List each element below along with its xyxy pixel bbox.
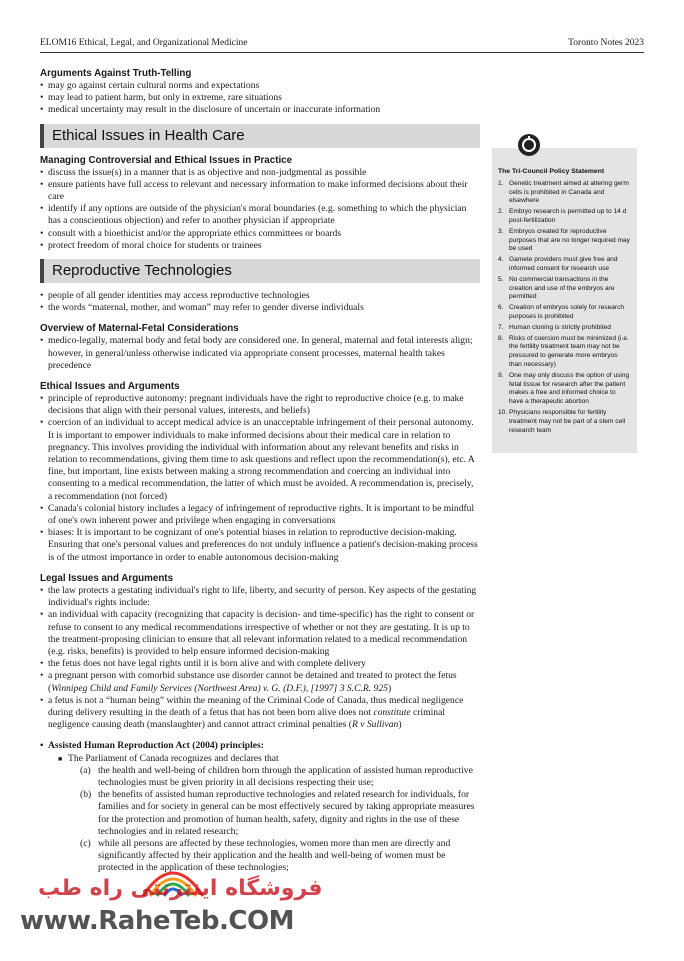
list-item: • may go against certain cultural norms and expectations	[40, 80, 480, 92]
sidebar-item: 5. No commercial transactions in the creation and use of the embryos are permitted	[498, 276, 631, 302]
sidebar-item: 9. One may only discuss the option of using fetal tissue for research after the patient makes a free and informed choice to have a therapeutic abortion	[498, 372, 631, 407]
sidebar-item: 8. Risks of coercion must be minimized (i.e. the fertility treatment team may not be pressured to generate more embryos than necessary)	[498, 335, 631, 370]
running-header	[40, 38, 644, 48]
ethical-args-heading: Ethical Issues and Arguments	[40, 381, 180, 393]
sidebar-item: 3. Embryos created for reproductive purposes that are no longer required may be used	[498, 228, 631, 254]
managing-heading: Managing Controversial and Ethical Issues in Practice	[40, 154, 293, 166]
ahra-clause	[40, 765, 480, 789]
list-item: • protect freedom of moral choice for students or trainees	[40, 240, 480, 252]
list-item: • an individual with capacity (recognizing that capacity is decision- and time-specific) has the right to consent or refuse to consent to any medical recommendations irrespective of whether or not they are gestating. It is up to the treatment-proposing clinician to ensure that all relevant information related to a medical recommendation (e.g. risks, benefits) is provided to help ensure informed decision-making	[40, 609, 480, 658]
list-item: • consult with a bioethicist and/or the appropriate ethics committees or boards	[40, 228, 480, 240]
header-course: ELOM16 Ethical, Legal, and Organizational Medicine	[40, 38, 248, 48]
section-heading-ethical: Ethical Issues in Health Care	[40, 124, 480, 148]
clause-text: the benefits of assisted human reproductive technologies and related research for individuals, for families and for society in general can be most effectively secured by taking appropriate measures for the protection and promotion of human health, safety, dignity and rights in the use of these technologies and in related research;	[98, 789, 475, 837]
list-item: • coercion of an individual to accept medical advice is an unacceptable infringement of their personal autonomy. It is important to empower individuals to make informed decisions about their medical care in relation to pregnancy. This involves providing the individual with information about any relevant benefits and risks in relation to recommendations, giving them time to ask questions and reflect upon the recommendation(s), etc. A fine, but important, line exists between making a strong recommendation and coercing an individual into consenting to a medical recommendation, the latter of which must be avoided. A recommendation is, precisely, a recommendation (not forced)	[40, 417, 480, 502]
ahra-clause	[40, 789, 480, 838]
main-column	[40, 68, 480, 875]
list-item: • identify if any options are outside of the physician's moral boundaries (e.g. something to which the physician has a conscientious objection) and refer to another physician if appropriate	[40, 203, 480, 227]
clause-label: (a)	[80, 764, 91, 776]
emphasis: constitute	[373, 706, 411, 718]
list-item	[40, 695, 480, 732]
item-text: criminal negligence causing death (manslaughter) and cannot attract criminal penalties (	[48, 706, 445, 731]
watermark-url: www.RaheTeb.COM	[20, 906, 294, 936]
item-text: a pregnant person with comorbid substance use disorder cannot be detained and treated to protect the fetus (	[48, 670, 457, 694]
header-edition: Toronto Notes 2023	[568, 38, 644, 48]
sidebar-item: 6. Creation of embryos solely for research purposes is prohibited	[498, 304, 631, 322]
sidebar-item: 2. Embryo research is permitted up to 14 d post-fertilization	[498, 208, 631, 226]
list-item: • discuss the issue(s) in a manner that is as objective and non-judgmental as possible	[40, 167, 480, 179]
key-point-icon	[518, 134, 540, 156]
ahra-subitem: ■ The Parliament of Canada recognizes and declares that	[40, 753, 480, 765]
ethical-args-list	[40, 393, 480, 564]
sidebar-item: 4. Gamete providers must give free and informed consent for research use	[498, 256, 631, 274]
list-item: • may lead to patient harm, but only in extreme, rare situations	[40, 92, 480, 104]
list-item: • medical uncertainty may result in the disclosure of uncertain or inaccurate information	[40, 104, 480, 116]
list-item: • principle of reproductive autonomy: pregnant individuals have the right to reproductive choice (e.g. to make decisions that align with their personal values, interests, and beliefs)	[40, 393, 480, 417]
ahra-heading: • Assisted Human Reproduction Act (2004) principles:	[40, 740, 480, 752]
sidebar-box	[492, 148, 637, 453]
clause-text: the health and well-being of children born through the application of assisted human reproductive technologies must be given priority in all decisions respecting their use;	[98, 764, 473, 788]
sidebar-list	[498, 180, 631, 436]
list-item: • medico-legally, maternal body and fetal body are considered one. In general, maternal and fetal interests align; however, in general/unless otherwise indicated via appropriate consent processes, maternal health takes precedence	[40, 335, 480, 372]
legal-heading: Legal Issues and Arguments	[40, 572, 174, 584]
item-text: a fetus is not a “human being” within the meaning of the Criminal Code of Canada, thus medical negligence during delivery resulting in the death of a fetus that has not been born alive does not	[48, 694, 464, 718]
case-citation: R v Sullivan	[351, 719, 399, 731]
list-item: • biases: It is important to be cognizant of one's potential biases in relation to reproductive decision-making. Ensuring that one's personal values and preferences do not unduly influence a patient's decision-making process is of the utmost importance in order to enable autonomous decision-making	[40, 527, 480, 564]
against-heading: Arguments Against Truth-Telling	[40, 68, 192, 79]
sidebar-title: The Tri-Council Policy Statement	[498, 168, 605, 175]
list-item: • people of all gender identities may access reproductive technologies	[40, 290, 480, 302]
item-text: )	[387, 682, 392, 694]
watermark-persian: فروشگاه اینترنتی راه طب	[38, 876, 323, 901]
clause-label: (c)	[80, 837, 91, 849]
section-heading-repro: Reproductive Technologies	[40, 259, 480, 283]
list-item: • Canada's colonial history includes a legacy of infringement of reproductive rights. It is important to be mindful of one's own inherent power and privilege when engaging in conversations	[40, 503, 480, 527]
overview-heading: Overview of Maternal-Fetal Considerations	[40, 323, 239, 335]
against-list	[40, 80, 480, 117]
list-item: • ensure patients have full access to relevant and necessary information to make informed decisions about their care	[40, 179, 480, 203]
header-rule	[40, 52, 644, 53]
list-item: • the words “maternal, mother, and woman” may refer to gender diverse individuals	[40, 302, 480, 314]
sidebar-item: 10. Physicians responsible for fertility treatment may not be part of a stem cell research team	[498, 409, 631, 435]
overview-list	[40, 335, 480, 372]
clause-label: (b)	[80, 789, 92, 801]
legal-list	[40, 585, 480, 731]
sidebar-item: 7. Human cloning is strictly prohibited	[498, 324, 631, 333]
ahra-clause	[40, 838, 480, 875]
case-citation: Winnipeg Child and Family Services (Northwest Area) v. G. (D.F.), [1997] 3 S.C.R. 925	[51, 682, 388, 694]
repro-list	[40, 290, 480, 314]
list-item: • the fetus does not have legal rights until it is born alive and with complete delivery	[40, 658, 480, 670]
ahra-list	[40, 740, 480, 752]
sidebar-item: 1. Genetic treatment aimed at altering germ cells is prohibited in Canada and elsewhere	[498, 180, 631, 206]
managing-list	[40, 167, 480, 252]
item-text: )	[398, 719, 402, 731]
list-item	[40, 670, 480, 694]
list-item: • the law protects a gestating individual's right to life, liberty, and security of person. Key aspects of the gestating individual's rights include:	[40, 585, 480, 609]
clause-text: while all persons are affected by these technologies, women more than men are directly and significantly affected by their application and the health and well-being of women must be protected in the application of these technologies;	[98, 837, 451, 874]
